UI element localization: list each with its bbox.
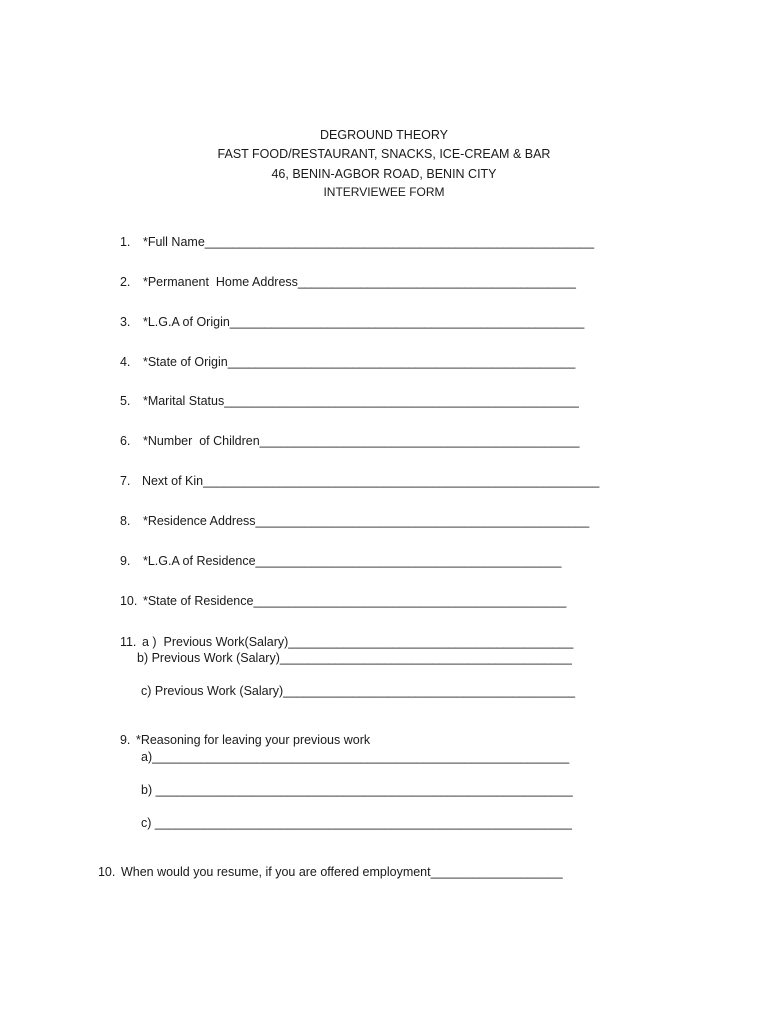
field-number: 4. [119, 355, 131, 369]
field-full-name[interactable] [113, 218, 594, 250]
field-number: 10. [97, 865, 116, 879]
field-number: 8. [119, 514, 131, 528]
field-label: *Permanent Home Address________________________________________ [142, 275, 576, 289]
field-number: 2. [119, 275, 131, 289]
field-label: *L.G.A of Origin___________________________________________________ [142, 315, 585, 329]
field-reasoning-heading [113, 716, 370, 748]
field-number: 9. [119, 554, 131, 568]
field-previous-work-b[interactable]: b) Previous Work (Salary)__________________________________________ [137, 651, 572, 665]
field-residence-address[interactable] [113, 497, 589, 529]
business-address: 46, BENIN-AGBOR ROAD, BENIN CITY [271, 167, 497, 181]
field-label: *Full Name________________________________________________________ [142, 235, 595, 249]
field-number: 7. [119, 474, 131, 488]
form-header [0, 126, 768, 200]
field-state-of-origin[interactable] [113, 338, 575, 370]
business-name: DEGROUND THEORY [319, 128, 449, 142]
field-reasoning-c[interactable]: c) ____________________________________________________________ [141, 816, 572, 830]
field-number: 3. [119, 315, 131, 329]
field-reasoning-a[interactable]: a)____________________________________________________________ [141, 750, 570, 764]
field-label: *State of Residence_____________________________________________ [142, 594, 567, 608]
field-label: When would you resume, if you are offered employment___________________ [120, 865, 563, 879]
field-previous-work-a[interactable] [113, 618, 573, 650]
field-number: 10. [119, 594, 138, 608]
field-number: 1. [119, 235, 131, 249]
field-label: Next of Kin_________________________________________________________ [141, 474, 600, 488]
field-permanent-home-address[interactable] [113, 258, 576, 290]
field-label: *State of Origin__________________________________________________ [142, 355, 576, 369]
field-number: 11. [119, 635, 137, 649]
field-previous-work-c[interactable]: c) Previous Work (Salary)__________________________________________ [141, 684, 576, 698]
field-lga-of-origin[interactable] [113, 298, 584, 330]
field-label: *L.G.A of Residence____________________________________________ [142, 554, 562, 568]
field-marital-status[interactable] [113, 377, 579, 409]
field-resume-date[interactable] [91, 848, 563, 880]
business-description: FAST FOOD/RESTAURANT, SNACKS, ICE-CREAM & BAR [217, 147, 551, 161]
field-state-of-residence[interactable] [113, 577, 566, 609]
field-lga-of-residence[interactable] [113, 537, 561, 569]
field-label: a ) Previous Work(Salary)_________________________________________ [141, 635, 574, 649]
field-label: *Reasoning for leaving your previous work [135, 733, 371, 747]
field-next-of-kin[interactable] [113, 457, 599, 489]
field-number-of-children[interactable] [113, 417, 579, 449]
field-label: *Number of Children______________________________________________ [142, 434, 580, 448]
field-number: 6. [119, 434, 131, 448]
field-label: *Residence Address________________________________________________ [142, 514, 590, 528]
field-reasoning-b[interactable]: b) ____________________________________________________________ [141, 783, 573, 797]
form-title: INTERVIEWEE FORM [323, 185, 445, 199]
field-number: 5. [119, 394, 131, 408]
field-label: *Marital Status___________________________________________________ [142, 394, 579, 408]
field-number: 9. [119, 733, 131, 747]
